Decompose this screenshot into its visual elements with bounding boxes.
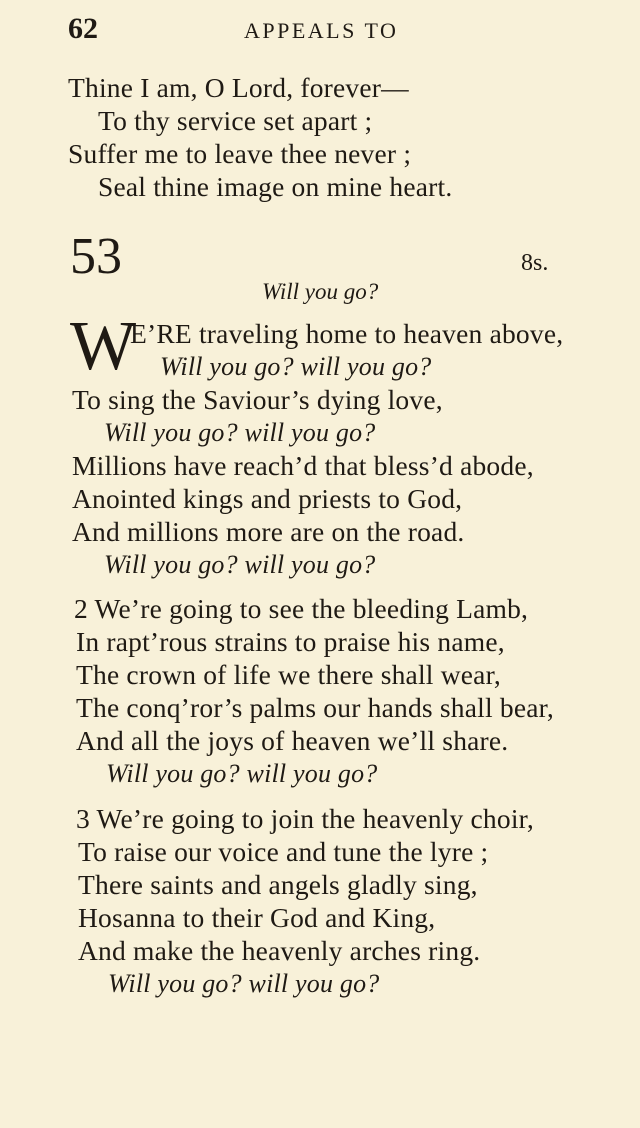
verse-line: To raise our voice and tune the lyre ; <box>78 836 489 867</box>
verse-line: And make the heavenly arches ring. <box>78 935 481 966</box>
verse-line: E’RE traveling home to heaven above, <box>130 318 564 349</box>
prev-hymn-line: Seal thine image on mine heart. <box>98 171 453 202</box>
prev-hymn-line: Suffer me to leave thee never ; <box>68 138 412 169</box>
refrain-line: Will you go? will you go? <box>104 418 376 447</box>
verse-line: And all the joys of heaven we’ll share. <box>76 725 509 756</box>
hymn-meter: 8s. <box>521 250 549 276</box>
prev-hymn-line: To thy service set apart ; <box>98 105 373 136</box>
verse-line: To sing the Saviour’s dying love, <box>72 384 443 415</box>
running-head: APPEALS TO <box>244 18 399 43</box>
verse-line: The crown of life we there shall wear, <box>76 659 501 690</box>
verse-line: Hosanna to their God and King, <box>78 902 436 933</box>
prev-hymn-line: Thine I am, O Lord, forever— <box>68 72 409 103</box>
verse-line: In rapt’rous strains to praise his name, <box>76 626 505 657</box>
hymn-subtitle: Will you go? <box>262 279 379 304</box>
verse-line: 3 We’re going to join the heavenly choir, <box>76 803 535 834</box>
page-number: 62 <box>68 12 98 45</box>
verse-line: Anointed kings and priests to God, <box>72 483 463 514</box>
drop-cap: W <box>70 308 137 385</box>
verse-line: And millions more are on the road. <box>72 516 465 547</box>
hymn-number: 53 <box>70 228 122 285</box>
verse-line: The conq’ror’s palms our hands shall bear, <box>76 692 554 723</box>
refrain-line: Will you go? will you go? <box>160 352 432 381</box>
verse-line: 2 We’re going to see the bleeding Lamb, <box>74 593 529 624</box>
verse-line: Millions have reach’d that bless’d abode, <box>72 450 534 481</box>
verse-line: There saints and angels gladly sing, <box>78 869 478 900</box>
refrain-line: Will you go? will you go? <box>104 550 376 579</box>
refrain-line: Will you go? will you go? <box>106 759 378 788</box>
refrain-line: Will you go? will you go? <box>108 969 380 998</box>
